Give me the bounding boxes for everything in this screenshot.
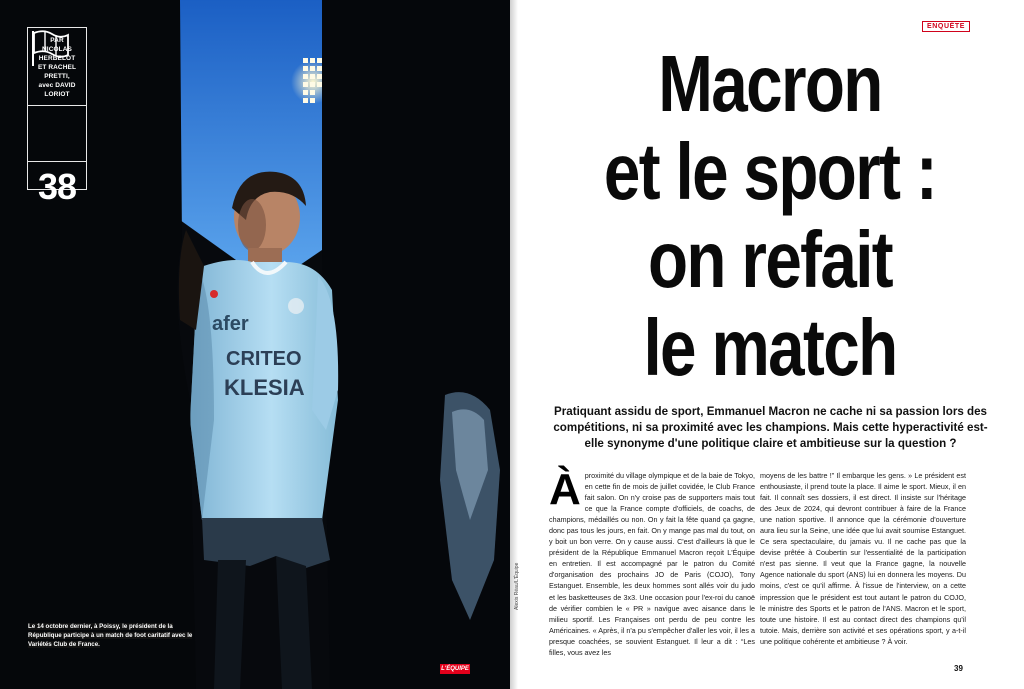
byline-line: PAR bbox=[50, 37, 64, 44]
headline-line: et le sport : bbox=[603, 127, 937, 216]
lequipe-logo: L'ÉQUIPE bbox=[441, 666, 469, 672]
byline-line: avec DAVID LORIOT bbox=[38, 82, 76, 98]
photo-credit: Alexis Réau/L'Équipe bbox=[514, 562, 520, 610]
jersey-sponsor-klesia: KLESIA bbox=[224, 375, 305, 400]
article-info-box bbox=[27, 27, 87, 207]
folio: 39 bbox=[954, 664, 963, 673]
headline-line: on refait bbox=[647, 215, 893, 304]
body-text: moyens de les battre !” Il embarque les gens. » Le président est enthousiaste, il prend toute la place. Il aime le sport. Mieux, il en fait. Il connaît ses dossiers, il est direct. Il insiste sur l'héritage des Jeux de 2024, qui devront contribuer à faire de la France une nation sportive. Il annonce que la cérémonie d'ouverture aura lieu sur la Seine, une idée que lui avait soumise Estanguet. Ce sera spectaculaire, du jamais vu. Il ne cache pas que la devise prêtée à Coubertin sur l'essentialité de la participation n'est pas sienne. Il veut que la France gagne, la nouvelle Agence nationale du sport (ANS) lui en donnera les moyens. Du moins, c'est ce qu'il affirme. À l'issue de l'interview, on a cette impression que le président est tout autant le patron du COJO, le ministre des Sports et le patron de l'ANS. Macron et le sport, toute une histoire. Il est au contact direct des champions qu'il tutoie. Mais, derrière son activité et ses opérations sport, y a-t-il une politique cohérente et ambitieuse ? À voir. bbox=[760, 471, 966, 646]
headline bbox=[520, 40, 1020, 392]
photo-caption bbox=[28, 622, 198, 649]
byline-line: ET RACHEL PRETTI, bbox=[37, 64, 77, 80]
body-column-1 bbox=[549, 465, 755, 658]
jersey-sponsor-afer: afer bbox=[212, 313, 249, 335]
photo-page bbox=[0, 0, 510, 689]
flag-icon bbox=[28, 106, 86, 161]
headline-line: Macron bbox=[658, 39, 882, 128]
headline-line: le match bbox=[643, 303, 897, 392]
body-column-2 bbox=[760, 470, 966, 647]
drop-cap: À bbox=[549, 465, 581, 514]
page-number-badge: 38 bbox=[37, 166, 77, 207]
jersey-sponsor-criteo: CRITEO bbox=[226, 348, 302, 370]
byline-line: NICOLAS HERBELOT bbox=[38, 46, 76, 62]
body-text: proximité du village olympique et de la baie de Tokyo, en cette fin de mois de juillet covidée, le Club France fait salon. On n'y croise pas de supporters mais tout ce que la France compte d'officiels, de coachs, de champions, médaillés ou non. On y fait la fête quand ça gagne, donc pas tous les jours, en fait. On y mange pas mal du tout, on y boit un bon verre. On y cause aussi. C'est d'ailleurs là que le président de la République Emmanuel Macron reçoit L'Équipe en entretien. Il est accompagné par le patron du Comité d'organisation des prochains JO de Paris (COJO), Tony Estanguet. Ensemble, les deux hommes sont allés voir du judo et les basketteuses de 3x3. Une occasion pour l'ex-roi du canoë de vérifier combien le « PR » navigue avec aisance dans le milieu sportif. Les Françaises ont perdu de peu contre les Américaines. « Après, il n'a pu s'empêcher d'aller les voir, il les a presque coachées, se souvient Estanguet. Il leur a dit : “Les filles, vous avez les bbox=[549, 471, 755, 657]
lede: Pratiquant assidu de sport, Emmanuel Macron ne cache ni sa passion lors des compétitions, ni sa proximité avec les champions. Mais cette hyperactivité est-elle synonyme d'une politique claire et ambitieuse sur la question ? bbox=[553, 405, 988, 450]
photo-caption-text: Le 14 octobre dernier, à Poissy, le président de la République participe à un match de foot caritatif avec le Variétés Club de France. bbox=[28, 623, 193, 648]
rubric-label: ENQUÊTE bbox=[922, 21, 970, 32]
